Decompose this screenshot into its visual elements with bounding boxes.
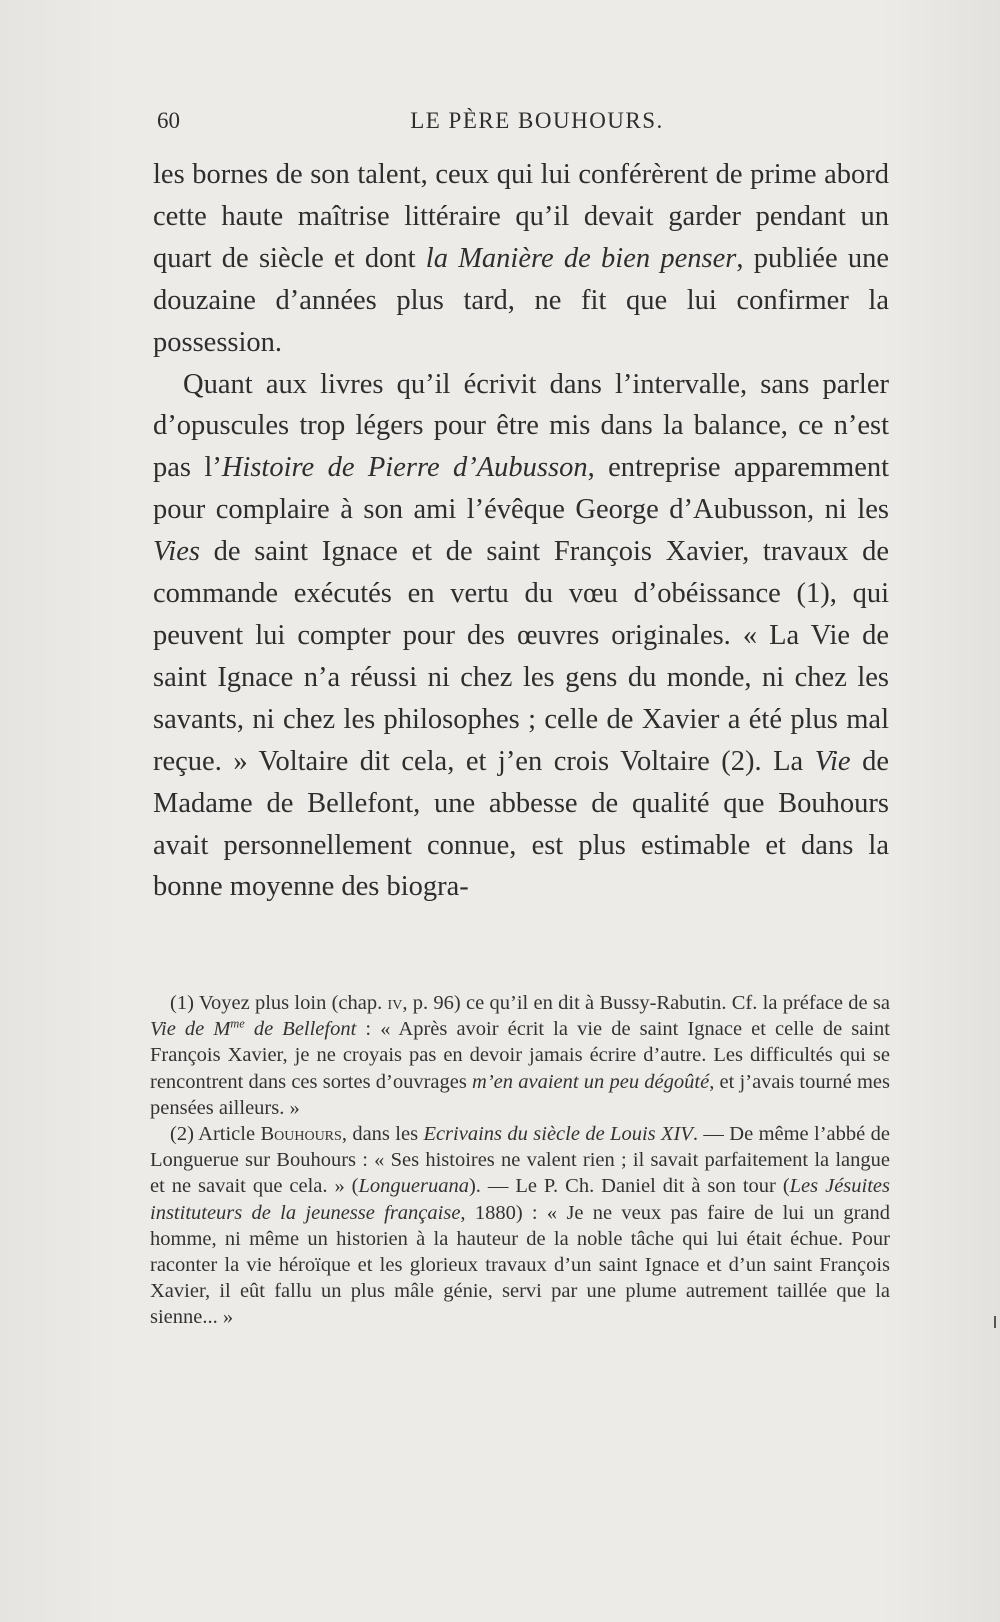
text-run: de Bellefont bbox=[244, 1018, 357, 1041]
text-run: . — De même l’abbé de Longuerue sur Bouhours : « Ses histoires ne valent rien ; il savait parfaitement la langue et ne savait que cela. » ( bbox=[150, 1123, 890, 1198]
text-run: Quant aux livres qu’il écrivit dans l’intervalle, sans parler d’opuscules trop légers pour être mis dans la balance, ce n’est pas l’ bbox=[153, 368, 889, 484]
text-run: , 1880) : « Je ne veux pas faire de lui un grand homme, ni même un historien à la hauteur de la noble tâche qui lui était échue. Pour raconter la vie héroïque et les glorieux travaux d’un saint Ignace et d’un saint François Xavier, il eût fallu un plus mâle génie, servi par une plume autrement taillée que la sienne... » bbox=[150, 1201, 890, 1329]
text-run: les bornes de son talent, ceux qui lui conférèrent de prime abord cette haute maîtrise littéraire qu’il devait garder pendant un quart de siècle et dont bbox=[153, 159, 889, 274]
italic-title: Histoire de Pierre d’Aubusson bbox=[221, 452, 588, 484]
page-header bbox=[157, 108, 887, 138]
paragraph-1 bbox=[153, 154, 889, 364]
main-text bbox=[153, 154, 889, 908]
page-number: 60 bbox=[157, 108, 180, 133]
italic-title: Longueruana bbox=[358, 1175, 469, 1198]
text-run: : « Après avoir écrit la vie de saint Ignace et celle de saint François Xavier, je ne croyais pas en devoir jamais écrire d’autre. Les difficultés qui se rencontrent dans ces sortes d’ouvrages bbox=[150, 1018, 890, 1093]
footnote-2 bbox=[150, 1121, 890, 1331]
text-run: de Madame de Bellefont, une abbesse de qualité que Bouhours avait personnellement connue, est plus estimable et dans la bonne moyenne des biogra- bbox=[153, 745, 889, 903]
text-run: (2) Article bbox=[170, 1123, 261, 1146]
italic-title: Ecrivains du siècle de Louis XIV bbox=[423, 1123, 693, 1146]
paragraph-2 bbox=[153, 364, 889, 909]
italic-title bbox=[150, 1018, 356, 1040]
footnote-1 bbox=[150, 990, 890, 1121]
text-run: , et j’avais tourné mes pensées ailleurs. » bbox=[150, 1070, 890, 1119]
text-run: , publiée une douzaine d’années plus tard, ne fit que lui confirmer la possession. bbox=[153, 242, 889, 358]
text-run: , dans les bbox=[341, 1123, 424, 1146]
footnotes bbox=[150, 990, 890, 1331]
text-run: Vie de M bbox=[150, 1018, 231, 1041]
italic-title: la Manière de bien penser bbox=[425, 242, 737, 274]
italic-quote: m’en avaient un peu dégoûté bbox=[472, 1070, 710, 1093]
italic-title: Vie bbox=[814, 745, 851, 777]
margin-mark bbox=[994, 1316, 996, 1328]
running-title: LE PÈRE BOUHOURS. bbox=[410, 108, 664, 133]
text-run: , entreprise apparemment pour complaire à son ami l’évêque George d’Aubusson, ni les bbox=[153, 452, 890, 526]
small-caps-run: iv bbox=[387, 992, 403, 1014]
small-caps-run: Bouhours bbox=[260, 1123, 342, 1146]
text-run: , p. 96) ce qu’il en dit à Bussy-Rabutin. Cf. la préface de sa bbox=[402, 992, 891, 1014]
superscript: me bbox=[230, 1016, 245, 1031]
text-run: de saint Ignace et de saint François Xavier, travaux de commande exécutés en vertu du vœu d’obéissance (1), qui peuvent lui compter pour des œuvres originales. « La Vie de saint Ignace n’a réussi ni chez les gens du monde, ni chez les savants, ni chez les philosophes ; celle de Xavier a été plus mal reçue. » Voltaire dit cela, et j’en crois Voltaire (2). La bbox=[153, 536, 889, 777]
text-run: ). — Le P. Ch. Daniel dit à son tour ( bbox=[468, 1175, 790, 1198]
text-run: (1) Voyez plus loin (chap. bbox=[170, 992, 388, 1014]
italic-title: Vies bbox=[153, 536, 200, 568]
italic-title: Les Jésuites instituteurs de la jeunesse française bbox=[150, 1175, 890, 1224]
